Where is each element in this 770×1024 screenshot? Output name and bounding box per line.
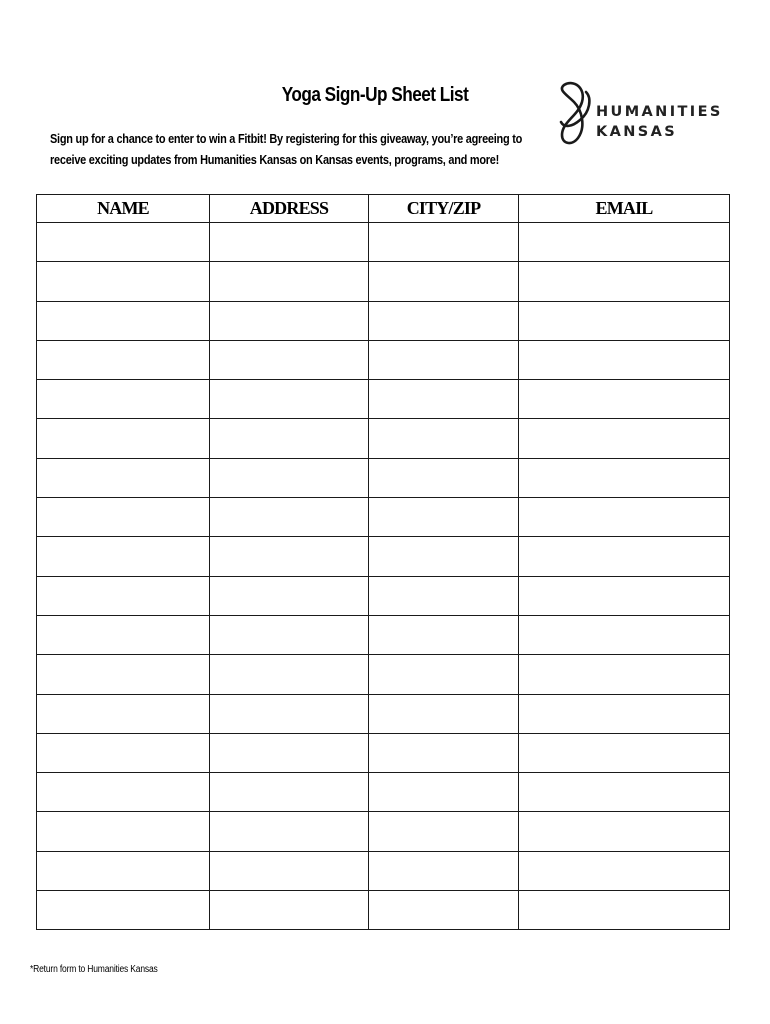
table-row: [37, 340, 730, 379]
cell-city-zip[interactable]: [369, 773, 519, 812]
cell-address[interactable]: [210, 340, 369, 379]
intro-text: [50, 128, 523, 170]
cell-city-zip[interactable]: [369, 419, 519, 458]
cell-name[interactable]: [37, 615, 210, 654]
cell-email[interactable]: [519, 537, 730, 576]
column-header-address: ADDRESS: [210, 195, 369, 223]
cell-address[interactable]: [210, 458, 369, 497]
page-title: Yoga Sign-Up Sheet List: [281, 84, 469, 106]
cell-name[interactable]: [37, 891, 210, 930]
cell-email[interactable]: [519, 380, 730, 419]
table-row: [37, 262, 730, 301]
cell-email[interactable]: [519, 615, 730, 654]
humanities-kansas-logo: [556, 80, 723, 146]
table-row: [37, 812, 730, 851]
table-row: [37, 537, 730, 576]
table-row: [37, 498, 730, 537]
cell-name[interactable]: [37, 733, 210, 772]
cell-address[interactable]: [210, 498, 369, 537]
intro-line-2: receive exciting updates from Humanities Kansas on Kansas events, programs, and more!: [50, 152, 500, 167]
cell-address[interactable]: [210, 380, 369, 419]
table-row: [37, 733, 730, 772]
cell-email[interactable]: [519, 851, 730, 890]
cell-name[interactable]: [37, 223, 210, 262]
table-row: [37, 301, 730, 340]
table-row: [37, 576, 730, 615]
cell-address[interactable]: [210, 576, 369, 615]
cell-address[interactable]: [210, 694, 369, 733]
table-row: [37, 891, 730, 930]
cell-email[interactable]: [519, 891, 730, 930]
cell-email[interactable]: [519, 655, 730, 694]
cell-name[interactable]: [37, 262, 210, 301]
cell-city-zip[interactable]: [369, 498, 519, 537]
table-row: [37, 694, 730, 733]
cell-name[interactable]: [37, 498, 210, 537]
cell-city-zip[interactable]: [369, 812, 519, 851]
cell-address[interactable]: [210, 851, 369, 890]
cell-name[interactable]: [37, 773, 210, 812]
cell-address[interactable]: [210, 262, 369, 301]
cell-email[interactable]: [519, 498, 730, 537]
cell-email[interactable]: [519, 694, 730, 733]
logo-line-1: HUMANITIES: [596, 104, 723, 120]
cell-city-zip[interactable]: [369, 380, 519, 419]
cell-email[interactable]: [519, 301, 730, 340]
cell-email[interactable]: [519, 773, 730, 812]
cell-address[interactable]: [210, 812, 369, 851]
cell-name[interactable]: [37, 851, 210, 890]
cell-email[interactable]: [519, 340, 730, 379]
cell-name[interactable]: [37, 458, 210, 497]
column-header-city-zip: CITY/ZIP: [369, 195, 519, 223]
cell-city-zip[interactable]: [369, 655, 519, 694]
intertwined-loop-logo-icon: [556, 80, 596, 146]
cell-city-zip[interactable]: [369, 537, 519, 576]
footnote: *Return form to Humanities Kansas: [30, 964, 158, 975]
cell-address[interactable]: [210, 223, 369, 262]
logo-text: [596, 102, 723, 142]
cell-city-zip[interactable]: [369, 262, 519, 301]
cell-city-zip[interactable]: [369, 301, 519, 340]
cell-city-zip[interactable]: [369, 340, 519, 379]
cell-address[interactable]: [210, 615, 369, 654]
column-header-name: NAME: [37, 195, 210, 223]
cell-city-zip[interactable]: [369, 733, 519, 772]
cell-name[interactable]: [37, 812, 210, 851]
cell-city-zip[interactable]: [369, 891, 519, 930]
cell-address[interactable]: [210, 891, 369, 930]
table-row: [37, 851, 730, 890]
cell-name[interactable]: [37, 537, 210, 576]
cell-city-zip[interactable]: [369, 851, 519, 890]
cell-city-zip[interactable]: [369, 576, 519, 615]
cell-city-zip[interactable]: [369, 223, 519, 262]
cell-city-zip[interactable]: [369, 458, 519, 497]
table-header-row: [37, 195, 730, 223]
table-row: [37, 380, 730, 419]
cell-name[interactable]: [37, 419, 210, 458]
cell-address[interactable]: [210, 301, 369, 340]
cell-address[interactable]: [210, 537, 369, 576]
logo-line-2: KANSAS: [596, 124, 678, 140]
cell-city-zip[interactable]: [369, 694, 519, 733]
cell-address[interactable]: [210, 733, 369, 772]
table-row: [37, 655, 730, 694]
cell-name[interactable]: [37, 380, 210, 419]
table-row: [37, 458, 730, 497]
table-body: [37, 223, 730, 930]
cell-name[interactable]: [37, 655, 210, 694]
cell-email[interactable]: [519, 733, 730, 772]
cell-email[interactable]: [519, 262, 730, 301]
cell-email[interactable]: [519, 576, 730, 615]
cell-address[interactable]: [210, 419, 369, 458]
table-row: [37, 419, 730, 458]
table-row: [37, 223, 730, 262]
cell-email[interactable]: [519, 812, 730, 851]
cell-name[interactable]: [37, 340, 210, 379]
signup-table: [36, 194, 730, 930]
cell-email[interactable]: [519, 458, 730, 497]
cell-address[interactable]: [210, 773, 369, 812]
table-row: [37, 773, 730, 812]
intro-line-1: Sign up for a chance to enter to win a Fitbit! By registering for this giveaway, you’re agreeing to: [50, 131, 523, 146]
cell-address[interactable]: [210, 655, 369, 694]
cell-email[interactable]: [519, 223, 730, 262]
column-header-email: EMAIL: [519, 195, 730, 223]
cell-name[interactable]: [37, 694, 210, 733]
cell-email[interactable]: [519, 419, 730, 458]
cell-name[interactable]: [37, 576, 210, 615]
table-row: [37, 615, 730, 654]
cell-name[interactable]: [37, 301, 210, 340]
cell-city-zip[interactable]: [369, 615, 519, 654]
